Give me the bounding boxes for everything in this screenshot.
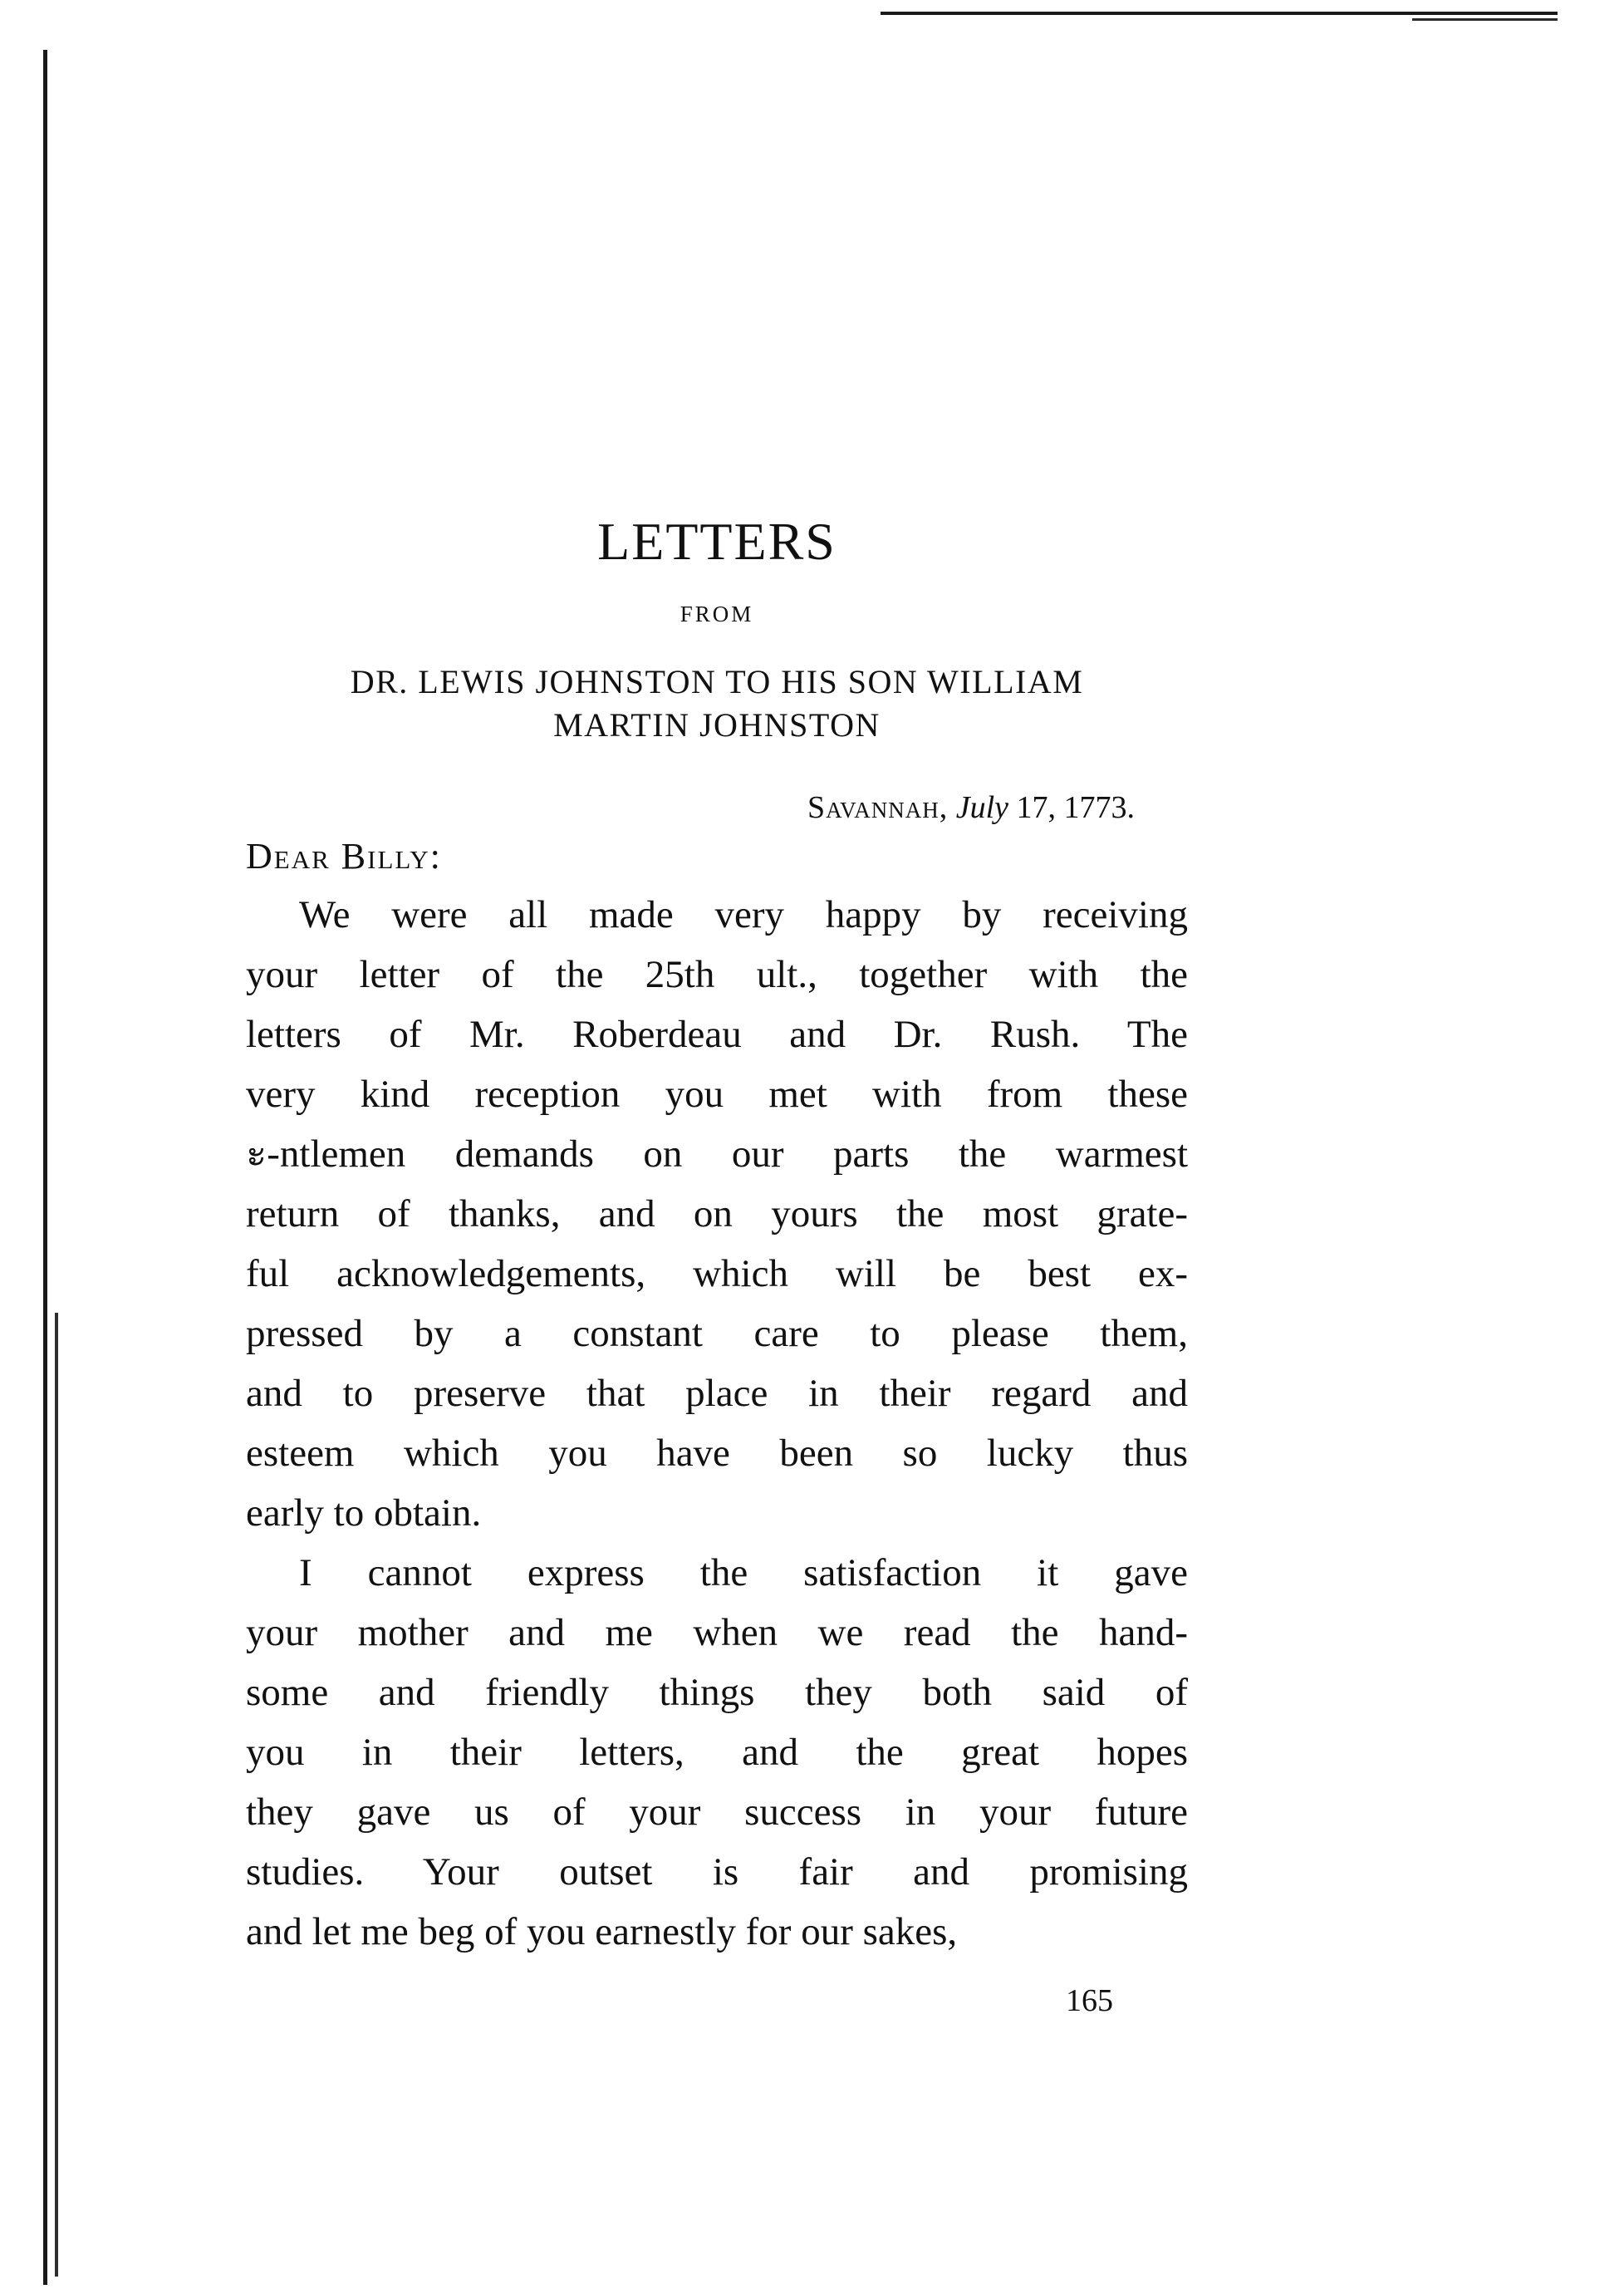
page-number: 165: [1066, 1983, 1113, 2018]
text-line: very kind reception you met with from these: [246, 1073, 1188, 1116]
scan-artifact-top-rule-b: [1412, 18, 1558, 21]
text-line: they gave us of your success in your future: [246, 1790, 1188, 1834]
text-line: you in their letters, and the great hopes: [246, 1731, 1188, 1774]
scan-artifact-left-edge: [43, 50, 47, 2285]
text-line: and to preserve that place in their regard and: [246, 1372, 1188, 1415]
subtitle-line-1: DR. LEWIS JOHNSTON TO HIS SON WILLIAM: [350, 663, 1084, 700]
book-page: [246, 512, 1188, 2018]
text-line: We were all made very happy by receiving: [299, 893, 1188, 936]
paragraph-2: [246, 1543, 1188, 1962]
text-line: I cannot express the satisfaction it gave: [299, 1551, 1188, 1594]
dateline-place: Savannah,: [807, 790, 949, 825]
dateline: [246, 792, 1188, 823]
text-line: ful acknowledgements, which will be best ex-: [246, 1252, 1188, 1295]
subtitle-line-2: MARTIN JOHNSTON: [553, 706, 881, 744]
paragraph-1: [246, 885, 1188, 1543]
text-line: studies. Your outset is fair and promising: [246, 1850, 1188, 1894]
text-line: early to obtain.: [246, 1491, 482, 1535]
text-line: your letter of the 25th ult., together with the: [246, 953, 1188, 996]
text-line: letters of Mr. Roberdeau and Dr. Rush. The: [246, 1013, 1188, 1056]
letters-subtitle: [246, 661, 1188, 747]
letter-body: [246, 885, 1188, 1962]
text-line: and let me beg of you earnestly for our sakes,: [246, 1910, 958, 1953]
from-label: FROM: [680, 602, 754, 626]
dateline-month: July: [955, 790, 1008, 825]
text-line: ะ-ntlemen demands on our parts the warmest: [246, 1132, 1188, 1176]
scan-artifact-top-rule: [881, 12, 1558, 15]
text-line: pressed by a constant care to please them,: [246, 1312, 1188, 1355]
page-title: LETTERS: [597, 512, 837, 571]
text-line: your mother and me when we read the hand-: [246, 1611, 1188, 1654]
text-line: some and friendly things they both said of: [246, 1671, 1188, 1714]
text-line: esteem which you have been so lucky thus: [246, 1432, 1188, 1475]
salutation: Dear Billy:: [246, 836, 442, 877]
dateline-day-year: 17, 1773.: [1016, 790, 1135, 825]
scan-artifact-left-edge-b: [55, 1313, 58, 2277]
text-line: return of thanks, and on yours the most grate-: [246, 1192, 1188, 1235]
